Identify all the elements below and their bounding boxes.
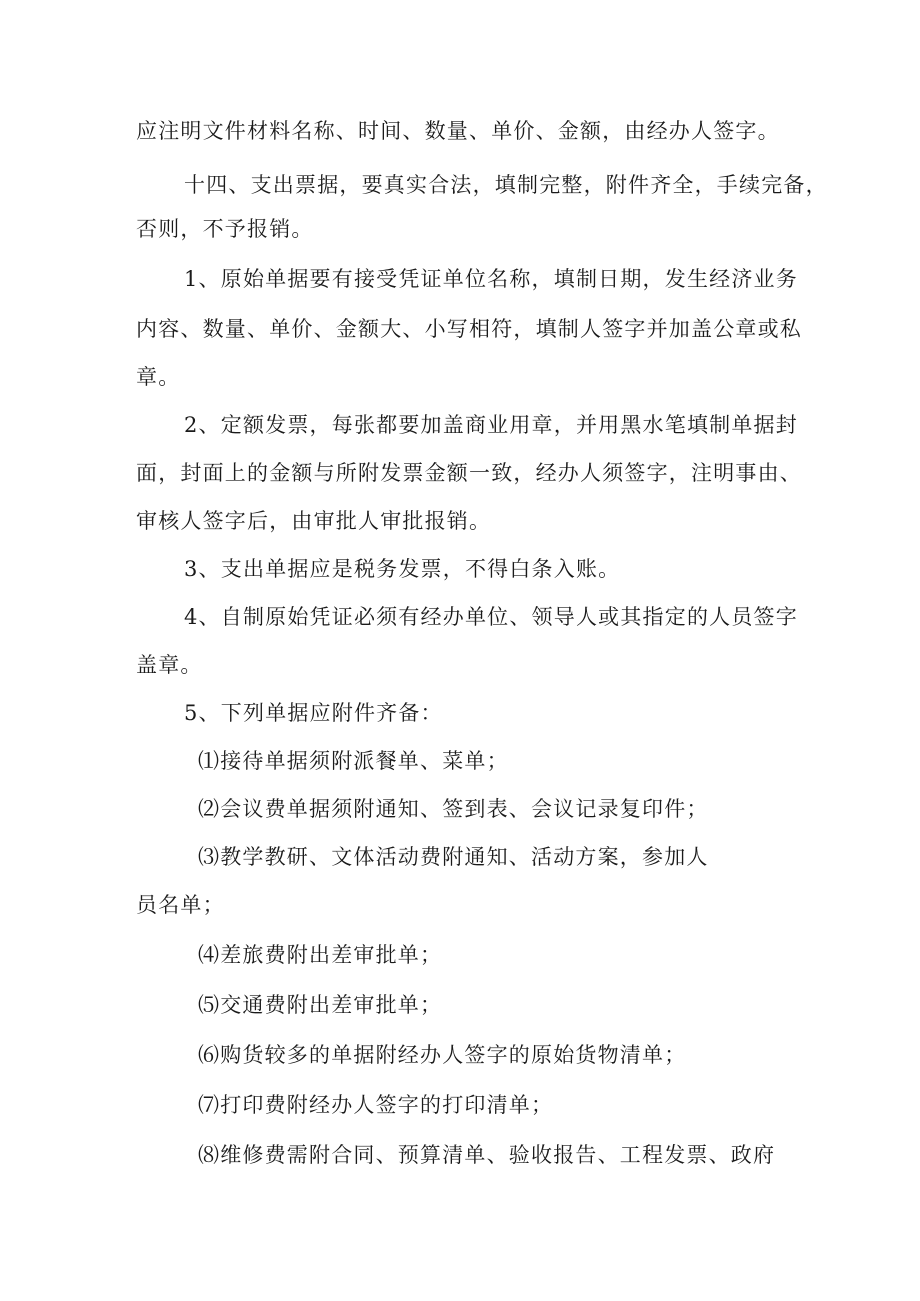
- sub-item-1-line: ⑴接待单据须附派餐单、菜单；: [198, 749, 509, 773]
- text-line: 员名单；: [136, 893, 225, 917]
- item-1-line: 1、原始单据要有接受凭证单位名称，填制日期，发生经济业务: [184, 267, 798, 291]
- sub-item-6-line: ⑹购货较多的单据附经办人签字的原始货物清单；: [198, 1043, 687, 1067]
- text-line: 内容、数量、单价、金额大、小写相符，填制人签字并加盖公章或私: [136, 317, 802, 341]
- item-4-line: 4、自制原始凭证必须有经办单位、领导人或其指定的人员签字: [184, 605, 798, 629]
- sub-item-8-line: ⑻维修费需附合同、预算清单、验收报告、工程发票、政府: [198, 1143, 776, 1167]
- sub-item-3-line: ⑶教学教研、文体活动费附通知、活动方案，参加人: [198, 845, 709, 869]
- item-2-line: 2、定额发票，每张都要加盖商业用章，并用黑水笔填制单据封: [184, 413, 798, 437]
- text-line: 否则，不予报销。: [136, 217, 314, 241]
- sub-item-4-line: ⑷差旅费附出差审批单；: [198, 943, 443, 967]
- item-3-line: 3、支出单据应是税务发票，不得白条入账。: [184, 557, 621, 581]
- text-line: 应注明文件材料名称、时间、数量、单价、金额，由经办人签字。: [136, 119, 780, 143]
- text-line: 章。: [136, 365, 181, 389]
- sub-item-2-line: ⑵会议费单据须附通知、签到表、会议记录复印件；: [198, 797, 709, 821]
- section-heading-line: 十四、支出票据，要真实合法，填制完整，附件齐全，手续完备，: [184, 173, 828, 197]
- text-line: 面，封面上的金额与所附发票金额一致，经办人须签字，注明事由、: [136, 461, 802, 485]
- item-5-line: 5、下列单据应附件齐备：: [184, 701, 443, 725]
- text-line: 盖章。: [136, 653, 203, 677]
- sub-item-7-line: ⑺打印费附经办人签字的打印清单；: [198, 1093, 554, 1117]
- sub-item-5-line: ⑸交通费附出差审批单；: [198, 993, 443, 1017]
- text-line: 审核人签字后，由审批人审批报销。: [136, 509, 492, 533]
